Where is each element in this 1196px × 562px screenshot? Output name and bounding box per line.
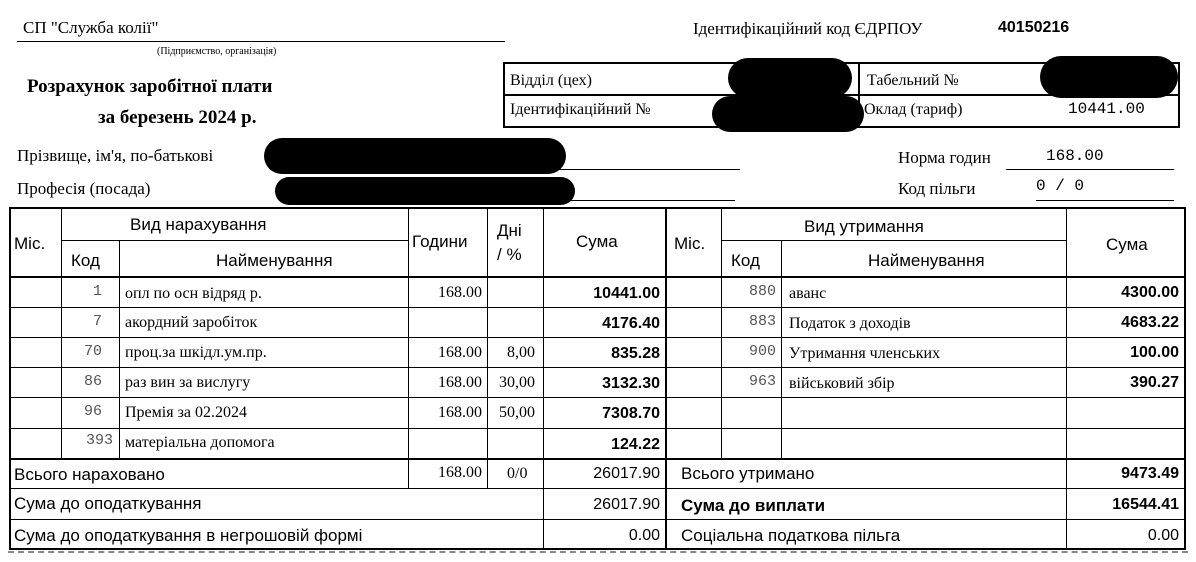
accrual-code: 86: [83, 373, 102, 390]
col-line-mis-right: [721, 207, 722, 459]
col-line-code-left: [119, 240, 120, 459]
edrpou-label: Ідентифікаційний код ЄДРПОУ: [693, 19, 923, 38]
accrual-days: 50,00: [499, 404, 535, 421]
header-bottom-border: [9, 276, 1186, 278]
header-hours: Години: [412, 232, 468, 251]
accrual-sum: 835.28: [611, 345, 660, 362]
accrual-days: 30,00: [499, 374, 535, 391]
accrual-code: 96: [83, 403, 102, 420]
profession-label: Професія (посада): [17, 179, 151, 198]
row-line-5: [9, 428, 1186, 429]
header-month-right: Міс.: [674, 234, 706, 253]
header-days-line2: / %: [497, 245, 522, 264]
header-name-right: Найменування: [868, 251, 985, 270]
deduction-sum: 4683.22: [1121, 314, 1179, 331]
table-right-border: [1184, 207, 1186, 550]
benefit-code-value: 0 / 0: [1036, 177, 1085, 195]
col-line-code-right: [781, 240, 782, 459]
header-sum-right: Сума: [1106, 235, 1148, 254]
social-tax-benefit-sum: 0.00: [1147, 527, 1179, 544]
redacted-id-number: [712, 96, 864, 132]
accrual-name: проц.за шкідл.ум.пр.: [125, 344, 267, 361]
full-name-label: Прізвище, ім'я, по-батькові: [17, 146, 214, 165]
accrual-sum: 4176.40: [602, 315, 660, 332]
row-line-8: [9, 519, 1186, 520]
document-period: за березень 2024 р.: [98, 107, 257, 128]
redacted-full-name: [264, 138, 566, 174]
right-header-subline: [721, 240, 1067, 241]
accrual-name: Премія за 02.2024: [125, 404, 248, 421]
row-line-4: [9, 397, 1186, 398]
accrual-hours: 168.00: [438, 344, 482, 361]
row-line-1: [9, 307, 1186, 308]
deduction-name: військовий збір: [789, 375, 895, 392]
deduction-code: 900: [748, 343, 776, 360]
col-line-mis-left: [61, 207, 62, 459]
total-deducted-sum: 9473.49: [1121, 465, 1179, 482]
department-label: Відділ (цех): [510, 72, 592, 89]
nonmonetary-taxable-label: Сума до оподаткування в негрошовій формі: [14, 526, 363, 545]
taxable-sum: 26017.90: [593, 496, 660, 513]
deduction-name: Податок з доходів: [789, 315, 911, 332]
total-accrued-days: 0/0: [507, 465, 528, 482]
deduction-sum: 4300.00: [1121, 284, 1179, 301]
row-line-6: [9, 458, 1186, 460]
accrual-hours: 168.00: [438, 404, 482, 421]
cut-line: [8, 551, 1188, 553]
total-accrued-hours: 168.00: [438, 464, 482, 481]
salary-label: Оклад (тариф): [864, 101, 963, 118]
accrual-code: 7: [92, 313, 102, 330]
table-bottom-border: [9, 548, 1186, 550]
accrual-hours: 168.00: [438, 284, 482, 301]
deduction-name: Утримання членських: [789, 345, 941, 362]
salary-value: 10441.00: [1068, 100, 1145, 118]
header-code-right: Код: [731, 251, 760, 270]
col-line-sum-left: [543, 207, 544, 549]
accrual-name: матеріальна допомога: [125, 434, 275, 451]
col-line-hours: [408, 207, 409, 489]
taxable-label: Сума до оподаткування: [14, 494, 202, 513]
total-deducted-label: Всього утримано: [681, 464, 815, 483]
row-line-7: [9, 488, 1186, 489]
header-deduction-type: Вид утримання: [804, 217, 924, 236]
header-month-left: Міс.: [14, 234, 46, 253]
accrual-sum: 10441.00: [593, 285, 660, 302]
accrual-sum: 3132.30: [602, 375, 660, 392]
deduction-sum: 390.27: [1130, 374, 1179, 391]
accrual-days: 8,00: [507, 344, 535, 361]
accrual-sum: 7308.70: [602, 405, 660, 422]
header-sum-left: Сума: [576, 232, 618, 251]
deduction-name: аванс: [789, 285, 827, 302]
document-title: Розрахунок заробітної плати: [27, 76, 273, 97]
norm-hours-underline: [1006, 169, 1174, 170]
redacted-department: [728, 58, 852, 98]
deduction-sum: 100.00: [1130, 344, 1179, 361]
norm-hours-value: 168.00: [1046, 147, 1104, 165]
deduction-code: 963: [748, 373, 776, 390]
edrpou-value: 40150216: [998, 19, 1070, 36]
col-line-days: [487, 207, 488, 489]
accrual-code: 70: [83, 343, 102, 360]
accrual-code: 393: [85, 432, 113, 449]
benefit-code-label: Код пільги: [898, 179, 976, 198]
accrual-name: акордний заробіток: [125, 314, 258, 331]
accrual-code: 1: [92, 283, 102, 300]
total-accrued-sum: 26017.90: [593, 465, 660, 482]
total-accrued-label: Всього нараховано: [14, 465, 165, 484]
accrual-hours: 168.00: [438, 374, 482, 391]
payout-label: Сума до виплати: [681, 496, 826, 515]
row-line-2: [9, 337, 1186, 338]
left-header-subline: [61, 240, 408, 241]
accrual-name: опл по осн відряд р.: [125, 285, 262, 302]
header-accrual-type: Вид нарахування: [130, 215, 267, 234]
benefit-code-underline: [1036, 200, 1174, 201]
header-days-line1: Дні: [497, 221, 522, 240]
company-name: СП "Служба колії": [23, 18, 159, 37]
tab-number-label: Табельний №: [867, 72, 959, 89]
accrual-name: раз вин за вислугу: [125, 374, 251, 391]
deduction-code: 883: [748, 313, 776, 330]
accrual-sum: 124.22: [611, 436, 660, 453]
company-caption: (Підприємство, організація): [157, 46, 277, 57]
payout-sum: 16544.41: [1112, 496, 1179, 513]
deduction-code: 880: [748, 283, 776, 300]
nonmonetary-taxable-sum: 0.00: [628, 527, 660, 544]
company-underline: [17, 41, 505, 42]
redacted-profession: [275, 177, 575, 205]
header-code-left: Код: [71, 251, 100, 270]
col-line-sum-right: [1066, 207, 1067, 549]
table-top-border: [9, 207, 1186, 209]
header-name-left: Найменування: [216, 251, 333, 270]
table-left-border: [9, 207, 11, 550]
row-line-3: [9, 367, 1186, 368]
norm-hours-label: Норма годин: [898, 148, 991, 167]
redacted-tab-number: [1040, 56, 1178, 98]
social-tax-benefit-label: Соціальна податкова пільга: [681, 526, 901, 545]
id-number-label: Ідентифікаційний №: [510, 101, 651, 118]
col-line-middle: [665, 207, 667, 549]
